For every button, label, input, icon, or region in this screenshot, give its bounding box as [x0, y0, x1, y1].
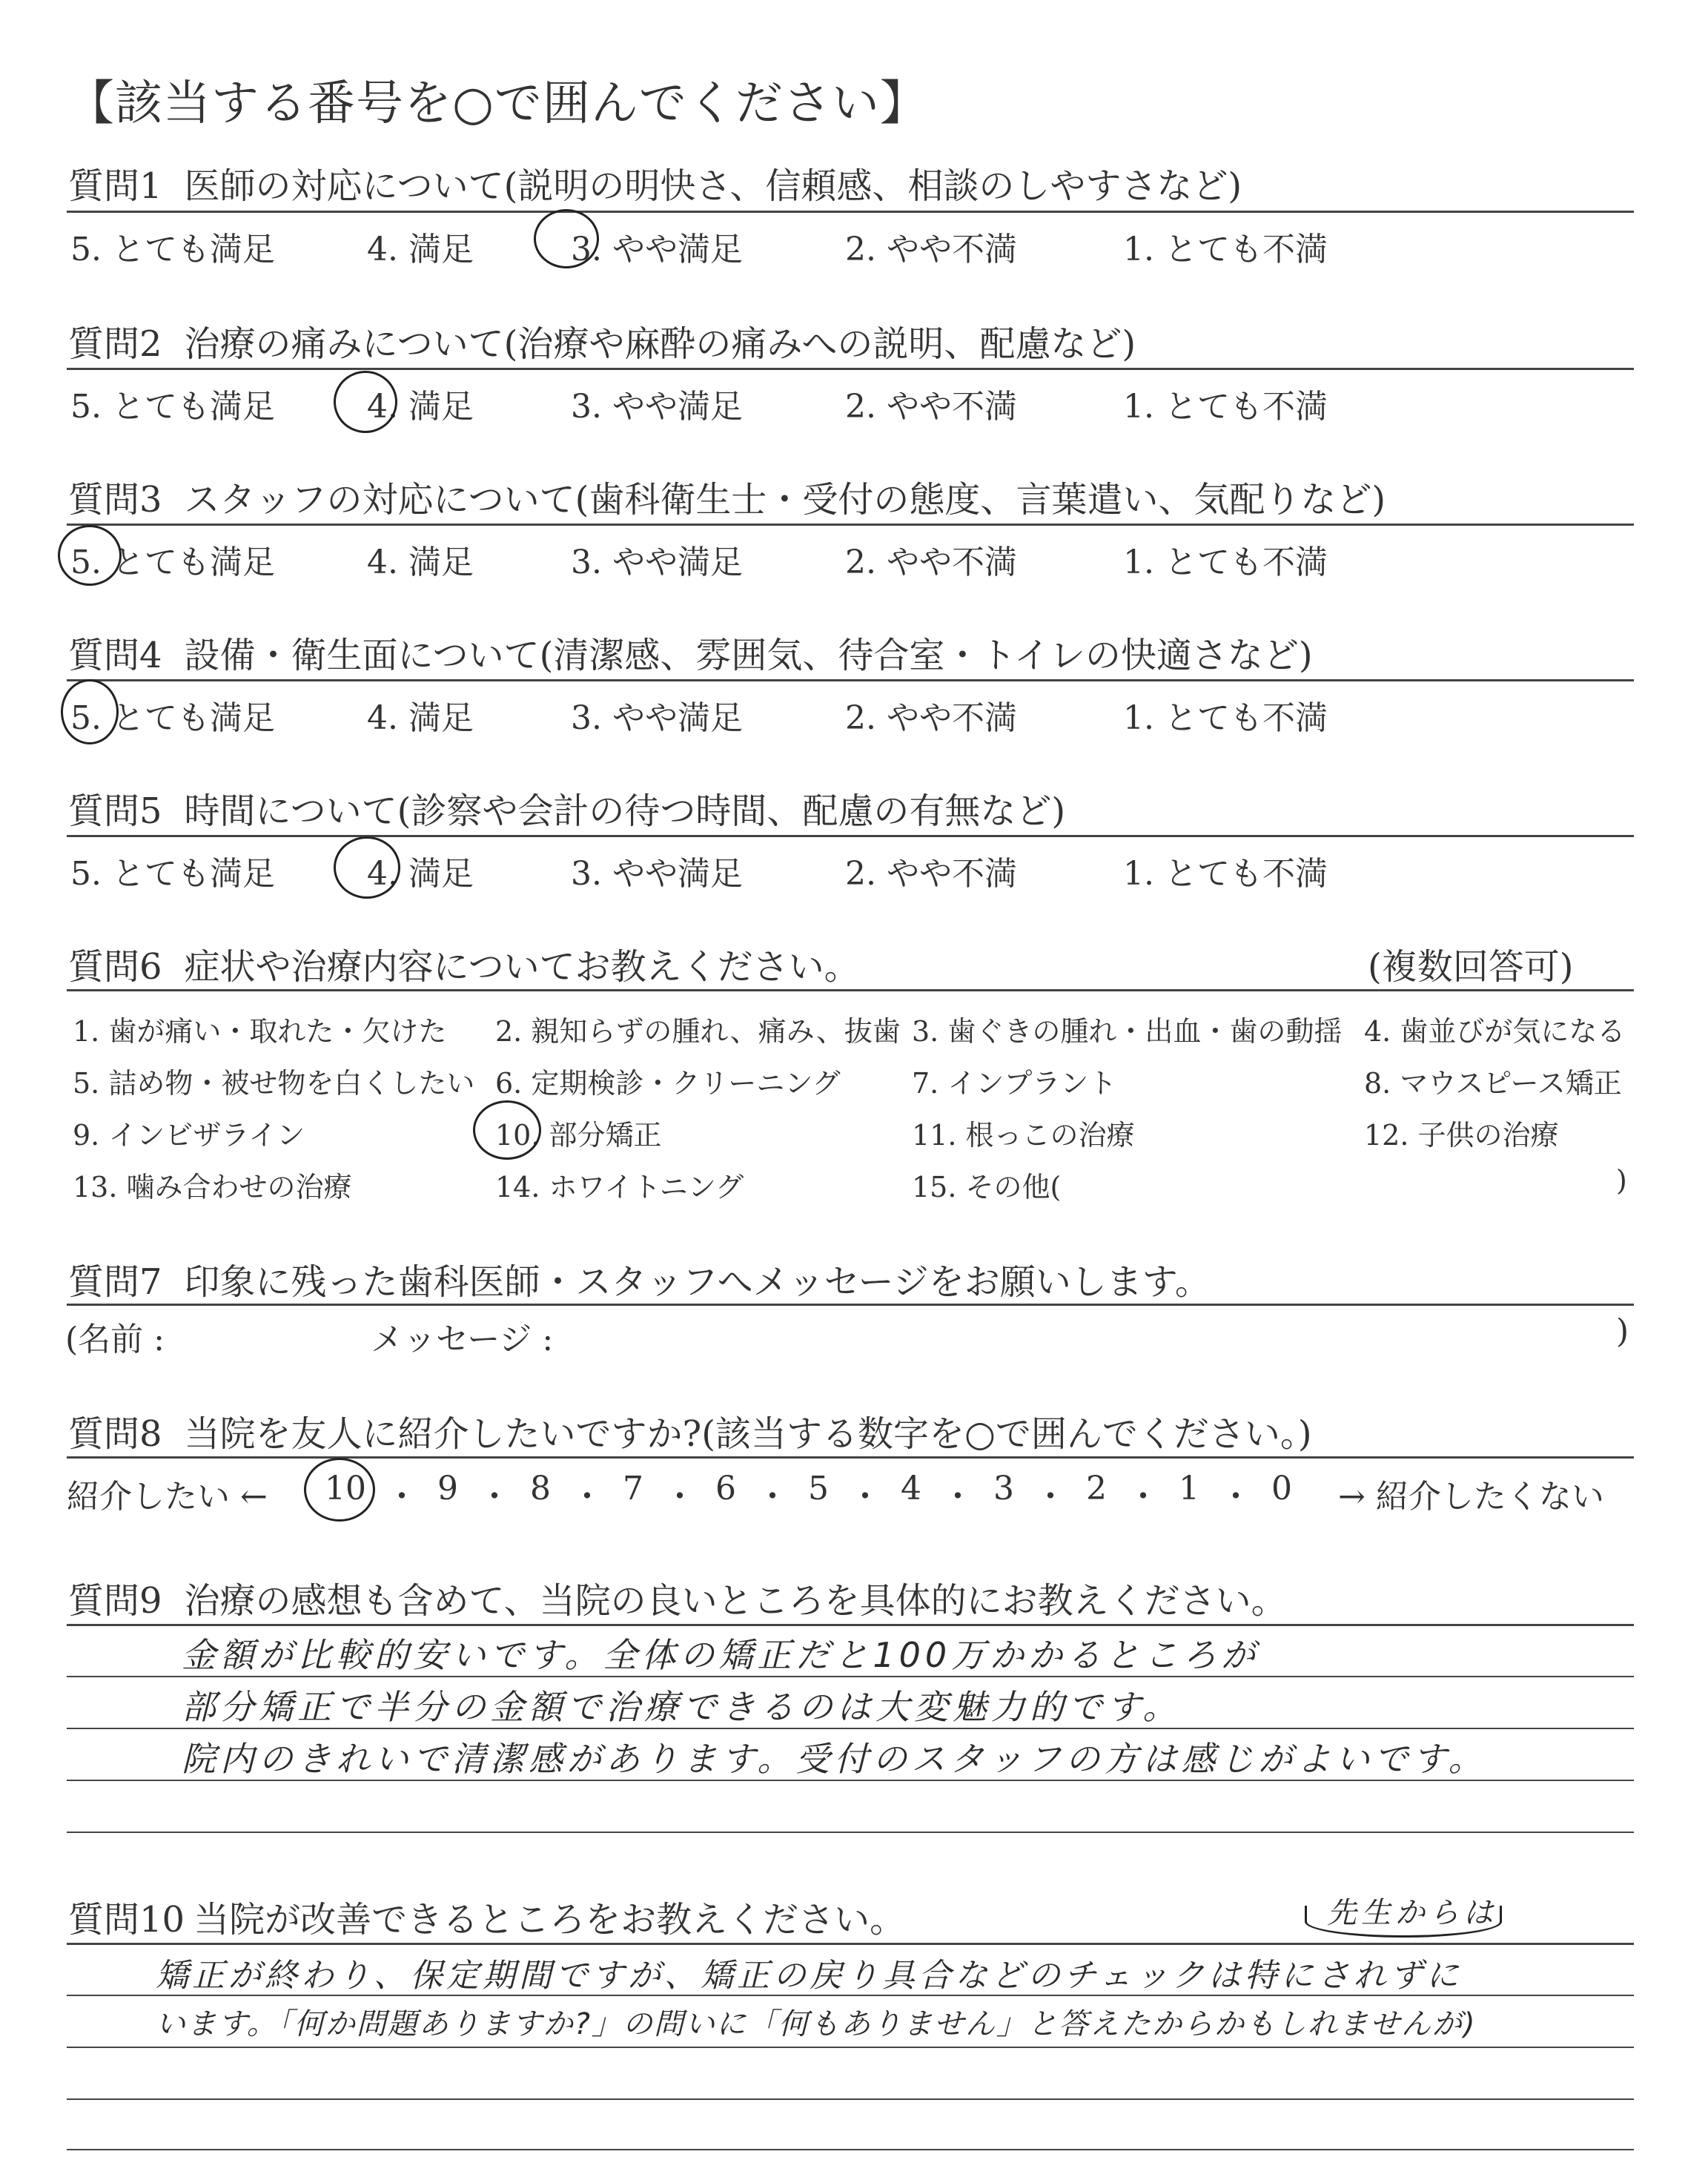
symptom-option[interactable]: 4. 歯並びが気になる	[1364, 1015, 1626, 1048]
q2-option-2[interactable]: 2. やや不満	[845, 388, 1017, 426]
question-6	[68, 938, 860, 989]
q5-option-3[interactable]: 3. やや満足	[571, 855, 743, 893]
recommend-score-3[interactable]: 3	[993, 1470, 1014, 1507]
message-close-paren: )	[1616, 1312, 1629, 1350]
question-number: 質問2	[68, 323, 162, 365]
handwritten-insert-note: 先生からは	[1327, 1896, 1497, 1930]
answer-line	[67, 2098, 1634, 2100]
question-text: スタッフの対応について(歯科衛生士・受付の態度、言葉遣い、気配りなど)	[184, 479, 1386, 521]
insert-mark	[1305, 1906, 1502, 1938]
q4-option-3[interactable]: 3. やや満足	[571, 699, 743, 737]
question-text: 時間について(診察や会計の待つ時間、配慮の有無など)	[184, 790, 1066, 832]
question-text: 治療の感想も含めて、当院の良いところを具体的にお教えください。	[184, 1580, 1287, 1622]
separator-dot: ・	[571, 1478, 603, 1516]
divider	[67, 211, 1634, 213]
handwritten-answer-line: 部分矯正で半分の金額で治療できるのは大変魅力的です。	[182, 1687, 1182, 1727]
recommend-right-label: → 紹介したくない	[1338, 1478, 1604, 1516]
question-number: 質問3	[68, 479, 162, 521]
recommend-score-0[interactable]: 0	[1271, 1470, 1292, 1507]
divider	[67, 368, 1634, 370]
name-field-label[interactable]: (名前 :	[65, 1321, 165, 1358]
question-text: 医師の対応について(説明の明快さ、信頼感、相談のしやすさなど)	[184, 165, 1242, 207]
selection-circle	[473, 1100, 541, 1160]
q1-option-1[interactable]: 1. とても不満	[1123, 231, 1328, 268]
question-4	[68, 627, 1313, 678]
q3-option-4[interactable]: 4. 満足	[367, 544, 474, 581]
separator-dot: ・	[663, 1478, 696, 1516]
symptom-option[interactable]: 6. 定期検診・クリーニング	[495, 1067, 841, 1100]
recommend-left-label: 紹介したい ←	[67, 1478, 268, 1516]
q2-option-1[interactable]: 1. とても不満	[1123, 388, 1328, 426]
question-number: 質問1	[68, 165, 162, 207]
separator-dot: ・	[756, 1478, 789, 1516]
question-number: 質問9	[68, 1580, 162, 1622]
symptom-option[interactable]: 8. マウスピース矯正	[1364, 1067, 1622, 1100]
question-5	[68, 782, 1065, 833]
q2-option-4[interactable]: 4. 満足	[367, 388, 474, 426]
q1-option-4[interactable]: 4. 満足	[367, 231, 474, 268]
symptom-option[interactable]: 9. インビザライン	[73, 1119, 305, 1152]
q3-option-1[interactable]: 1. とても不満	[1123, 544, 1328, 581]
q1-option-5[interactable]: 5. とても満足	[70, 231, 275, 268]
separator-dot: ・	[941, 1478, 974, 1516]
divider	[67, 989, 1634, 991]
selection-circle	[334, 836, 400, 899]
recommend-score-4[interactable]: 4	[901, 1470, 921, 1507]
divider	[67, 835, 1634, 837]
divider	[67, 1624, 1634, 1626]
q1-option-3[interactable]: 3. やや満足	[571, 231, 743, 268]
handwritten-answer-line: 院内のきれいで清潔感があります。受付のスタッフの方は感じがよいです。	[182, 1739, 1487, 1779]
recommend-score-6[interactable]: 6	[715, 1470, 736, 1507]
question-number: 質問7	[68, 1261, 162, 1303]
q4-option-5[interactable]: 5. とても満足	[70, 699, 275, 737]
symptom-option[interactable]: 11. 根っこの治療	[912, 1119, 1135, 1152]
q5-option-5[interactable]: 5. とても満足	[70, 855, 275, 893]
other-close-paren: )	[1616, 1164, 1627, 1197]
q4-option-1[interactable]: 1. とても不満	[1123, 699, 1328, 737]
selection-circle	[58, 525, 122, 586]
question-text: 当院を友人に紹介したいですか?(該当する数字を○で囲んでください。)	[184, 1413, 1312, 1455]
symptom-option[interactable]: 10. 部分矯正	[495, 1119, 662, 1152]
q1-option-2[interactable]: 2. やや不満	[845, 231, 1017, 268]
selection-circle	[61, 679, 119, 744]
question-text: 治療の痛みについて(治療や麻酔の痛みへの説明、配慮など)	[184, 323, 1136, 365]
recommend-score-1[interactable]: 1	[1179, 1470, 1199, 1507]
q2-option-5[interactable]: 5. とても満足	[70, 388, 275, 426]
separator-dot: ・	[1034, 1478, 1067, 1516]
recommend-score-2[interactable]: 2	[1086, 1470, 1107, 1507]
question-number: 質問10	[68, 1899, 185, 1941]
divider	[67, 1304, 1634, 1306]
divider	[67, 524, 1634, 526]
symptom-option[interactable]: 5. 詰め物・被せ物を白くしたい	[73, 1067, 475, 1100]
q3-option-3[interactable]: 3. やや満足	[571, 544, 743, 581]
question-number: 質問4	[68, 635, 162, 676]
recommend-score-9[interactable]: 9	[437, 1470, 458, 1507]
q5-option-4[interactable]: 4. 満足	[367, 855, 474, 893]
question-8	[68, 1405, 1312, 1456]
question-7	[68, 1253, 1211, 1304]
separator-dot: ・	[478, 1478, 511, 1516]
page-title: 【該当する番号を○で囲んでください】	[67, 76, 928, 131]
question-number: 質問8	[68, 1413, 162, 1455]
handwritten-answer-line: 矯正が終わり、保定期間ですが、矯正の戻り具合などのチェックは特にされずに	[156, 1957, 1463, 1995]
answer-line	[67, 2047, 1634, 2048]
handwritten-answer-line: 金額が比較的安いです。全体の矯正だと100万かかるところが	[182, 1635, 1260, 1675]
question-number: 質問5	[68, 790, 162, 832]
recommend-score-7[interactable]: 7	[623, 1470, 643, 1507]
q4-option-2[interactable]: 2. やや不満	[845, 699, 1017, 737]
question-1	[68, 157, 1242, 208]
symptom-option[interactable]: 15. その他(	[912, 1171, 1062, 1203]
message-field-label[interactable]: メッセージ :	[371, 1321, 554, 1358]
divider	[67, 679, 1634, 681]
divider	[67, 1456, 1634, 1459]
symptom-option[interactable]: 14. ホワイトニング	[495, 1171, 744, 1203]
recommend-score-10[interactable]: 10	[325, 1470, 366, 1507]
symptom-option[interactable]: 2. 親知らずの腫れ、痛み、抜歯	[495, 1015, 901, 1048]
separator-dot: ・	[1127, 1478, 1159, 1516]
question-text: 設備・衛生面について(清潔感、雰囲気、待合室・トイレの快適さなど)	[184, 635, 1313, 676]
question-9	[68, 1572, 1287, 1623]
answer-line	[67, 1832, 1634, 1833]
recommend-score-8[interactable]: 8	[530, 1470, 551, 1507]
q4-option-4[interactable]: 4. 満足	[367, 699, 474, 737]
question-text: 当院が改善できるところをお教えください。	[193, 1899, 906, 1941]
q3-option-2[interactable]: 2. やや不満	[845, 544, 1017, 581]
handwritten-answer-line: います。「何か問題ありますか?」の問いに「何もありません」と答えたからかもしれませんが)	[156, 2007, 1477, 2041]
selection-circle	[334, 371, 397, 433]
recommend-score-5[interactable]: 5	[808, 1470, 829, 1507]
symptom-option[interactable]: 1. 歯が痛い・取れた・欠けた	[73, 1015, 447, 1048]
separator-dot: ・	[385, 1478, 418, 1516]
q3-option-5[interactable]: 5. とても満足	[70, 544, 275, 581]
symptom-option[interactable]: 13. 噛み合わせの治療	[73, 1171, 352, 1203]
question-2	[68, 315, 1136, 366]
selection-circle	[304, 1458, 375, 1522]
symptom-option[interactable]: 7. インプラント	[912, 1067, 1117, 1100]
multiple-answer-note: (複数回答可)	[1368, 946, 1574, 988]
symptom-option[interactable]: 12. 子供の治療	[1364, 1119, 1559, 1152]
separator-dot: ・	[1219, 1478, 1252, 1516]
symptom-option[interactable]: 3. 歯ぐきの腫れ・出血・歯の動揺	[912, 1015, 1343, 1048]
selection-circle	[534, 209, 599, 268]
question-3	[68, 471, 1386, 522]
question-text: 印象に残った歯科医師・スタッフへメッセージをお願いします。	[184, 1261, 1211, 1303]
q2-option-3[interactable]: 3. やや満足	[571, 388, 743, 426]
separator-dot: ・	[849, 1478, 881, 1516]
question-text: 症状や治療内容についてお教えください。	[184, 946, 860, 988]
answer-line	[67, 2149, 1634, 2150]
q5-option-1[interactable]: 1. とても不満	[1123, 855, 1328, 893]
question-10	[68, 1891, 905, 1942]
divider	[67, 1943, 1634, 1945]
q5-option-2[interactable]: 2. やや不満	[845, 855, 1017, 893]
question-number: 質問6	[68, 946, 162, 988]
